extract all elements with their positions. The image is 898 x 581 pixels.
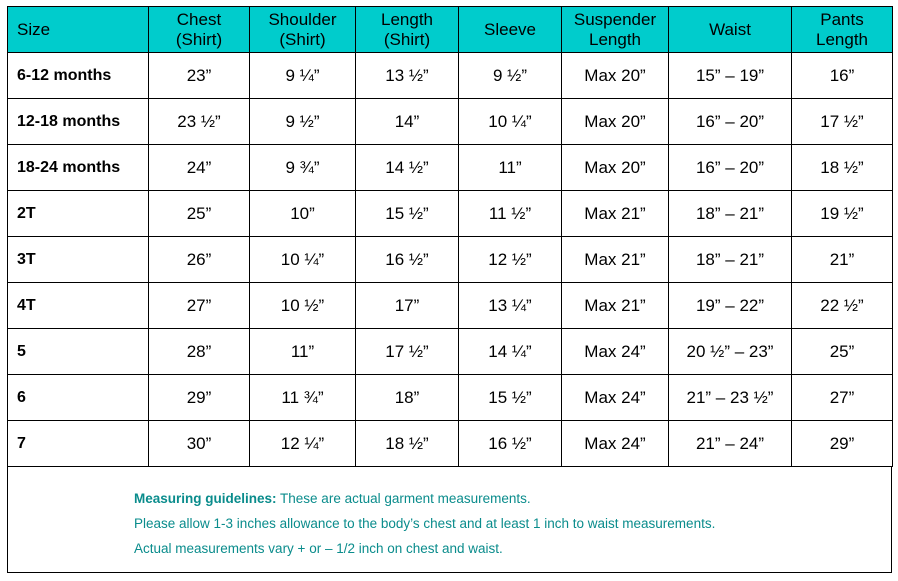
measurement-cell: 18 ½” — [356, 421, 459, 467]
column-header-line: Shoulder — [268, 9, 337, 29]
column-header-line: (Shirt) — [383, 29, 431, 49]
measurement-cell: 11” — [250, 329, 356, 375]
size-cell: 12-18 months — [8, 99, 149, 145]
column-header-line: Sleeve — [484, 19, 536, 39]
measurement-cell: 29” — [792, 421, 893, 467]
size-table — [7, 6, 893, 467]
column-header-line: (Shirt) — [175, 29, 223, 49]
column-header — [562, 7, 669, 53]
measurement-cell: Max 24” — [562, 329, 669, 375]
size-cell: 2T — [8, 191, 149, 237]
measurement-cell: Max 20” — [562, 145, 669, 191]
measurement-cell: 28” — [149, 329, 250, 375]
note-line-2: Please allow 1-3 inches allowance to the body’s chest and at least 1 inch to waist measurements. — [134, 516, 716, 531]
measurement-cell: 19 ½” — [792, 191, 893, 237]
table-row — [8, 421, 893, 467]
measurement-cell: 20 ½” – 23” — [669, 329, 792, 375]
measurement-cell: 16” — [792, 53, 893, 99]
table-body — [8, 53, 893, 467]
measurement-cell: Max 20” — [562, 53, 669, 99]
measurement-cell: Max 21” — [562, 237, 669, 283]
table-row — [8, 53, 893, 99]
note-line-3: Actual measurements vary + or – 1/2 inch on chest and waist. — [134, 541, 503, 556]
column-header — [356, 7, 459, 53]
measurement-cell: 22 ½” — [792, 283, 893, 329]
measurement-cell: 18” – 21” — [669, 237, 792, 283]
measurement-cell: Max 20” — [562, 99, 669, 145]
measurement-cell: 18” — [356, 375, 459, 421]
measurement-cell: 16” – 20” — [669, 99, 792, 145]
measurement-cell: 24” — [149, 145, 250, 191]
column-header-line: Size — [17, 19, 51, 39]
table-row — [8, 329, 893, 375]
measurement-cell: 15 ½” — [459, 375, 562, 421]
column-header — [250, 7, 356, 53]
column-header-line: Length — [589, 29, 641, 49]
measurement-cell: 13 ½” — [356, 53, 459, 99]
measurement-cell: 23 ½” — [149, 99, 250, 145]
note-label: Measuring guidelines: — [134, 491, 277, 506]
measurement-cell: 21” — [792, 237, 893, 283]
size-cell: 18-24 months — [8, 145, 149, 191]
column-header — [149, 7, 250, 53]
table-row — [8, 375, 893, 421]
measuring-notes — [7, 467, 892, 573]
measurement-cell: 30” — [149, 421, 250, 467]
measurement-cell: 9 ¾” — [250, 145, 356, 191]
measurement-cell: 16 ½” — [356, 237, 459, 283]
table-row — [8, 99, 893, 145]
size-cell: 7 — [8, 421, 149, 467]
size-cell: 5 — [8, 329, 149, 375]
table-row — [8, 237, 893, 283]
measurement-cell: Max 21” — [562, 191, 669, 237]
measurement-cell: 11 ½” — [459, 191, 562, 237]
measurement-cell: 9 ¼” — [250, 53, 356, 99]
measurement-cell: 21” – 24” — [669, 421, 792, 467]
measurement-cell: 18” – 21” — [669, 191, 792, 237]
column-header-line: Length — [381, 9, 433, 29]
measurement-cell: 17” — [356, 283, 459, 329]
measurement-cell: Max 21” — [562, 283, 669, 329]
note-text-1: These are actual garment measurements. — [276, 491, 531, 506]
size-cell: 6-12 months — [8, 53, 149, 99]
column-header — [669, 7, 792, 53]
measurement-cell: 15” – 19” — [669, 53, 792, 99]
size-chart — [7, 6, 892, 573]
table-row — [8, 191, 893, 237]
measurement-cell: 10 ¼” — [250, 237, 356, 283]
measurement-cell: 17 ½” — [792, 99, 893, 145]
measurement-cell: 23” — [149, 53, 250, 99]
measurement-cell: Max 24” — [562, 421, 669, 467]
measurement-cell: 26” — [149, 237, 250, 283]
measurement-cell: 17 ½” — [356, 329, 459, 375]
measurement-cell: 25” — [149, 191, 250, 237]
column-header — [8, 7, 149, 53]
measurement-cell: 11” — [459, 145, 562, 191]
measurement-cell: 18 ½” — [792, 145, 893, 191]
measurement-cell: 11 ¾” — [250, 375, 356, 421]
measurement-cell: 10 ½” — [250, 283, 356, 329]
measurement-cell: 10 ¼” — [459, 99, 562, 145]
table-row — [8, 145, 893, 191]
table-row — [8, 283, 893, 329]
measurement-cell: 12 ¼” — [250, 421, 356, 467]
column-header-line: Pants — [820, 9, 864, 29]
measurement-cell: 25” — [792, 329, 893, 375]
size-cell: 3T — [8, 237, 149, 283]
measurement-cell: 16” – 20” — [669, 145, 792, 191]
measurement-cell: 27” — [149, 283, 250, 329]
measurement-cell: 9 ½” — [459, 53, 562, 99]
measurement-cell: Max 24” — [562, 375, 669, 421]
measurement-cell: 14 ½” — [356, 145, 459, 191]
measurement-cell: 10” — [250, 191, 356, 237]
measurement-cell: 15 ½” — [356, 191, 459, 237]
size-cell: 4T — [8, 283, 149, 329]
size-cell: 6 — [8, 375, 149, 421]
column-header-line: (Shirt) — [279, 29, 326, 49]
column-header-line: Waist — [709, 19, 751, 39]
column-header-line: Length — [816, 29, 868, 49]
header-row — [8, 7, 893, 53]
measurement-cell: 21” – 23 ½” — [669, 375, 792, 421]
measurement-cell: 29” — [149, 375, 250, 421]
measurement-cell: 14” — [356, 99, 459, 145]
column-header — [459, 7, 562, 53]
measurement-cell: 27” — [792, 375, 893, 421]
note-line-1 — [134, 486, 891, 511]
measurement-cell: 16 ½” — [459, 421, 562, 467]
measurement-cell: 19” – 22” — [669, 283, 792, 329]
column-header-line: Suspender — [573, 9, 657, 29]
column-header — [792, 7, 893, 53]
measurement-cell: 14 ¼” — [459, 329, 562, 375]
column-header-line: Chest — [176, 9, 222, 29]
measurement-cell: 13 ¼” — [459, 283, 562, 329]
measurement-cell: 9 ½” — [250, 99, 356, 145]
measurement-cell: 12 ½” — [459, 237, 562, 283]
